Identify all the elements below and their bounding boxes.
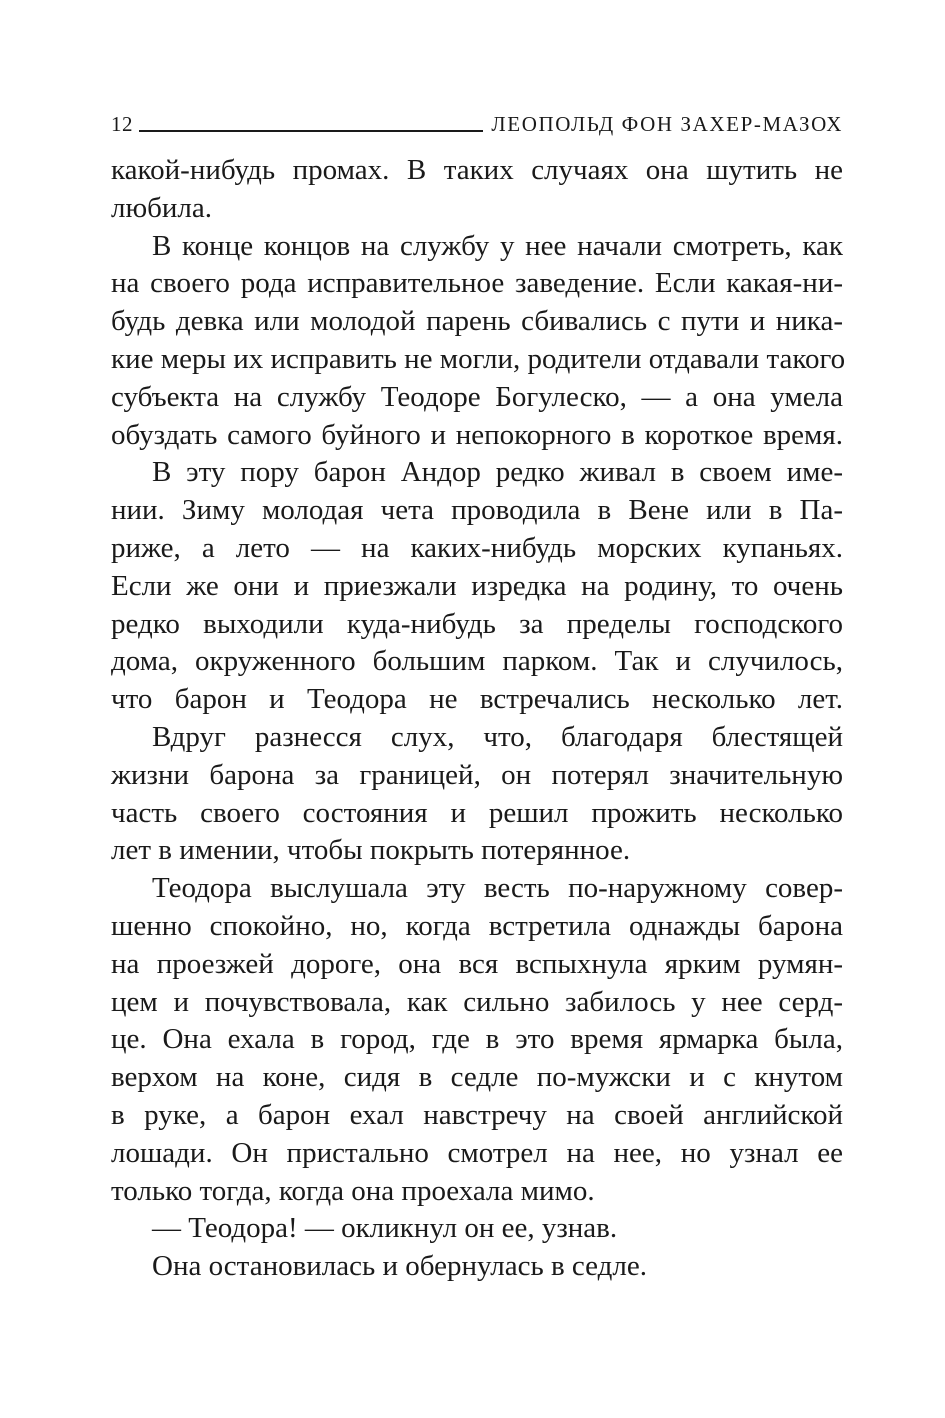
text-line: В эту пору барон Андор редко живал в своем име- bbox=[152, 456, 843, 489]
text-line: жизни барона за границей, он потерял значительную bbox=[111, 758, 843, 791]
text-line: что барон и Теодора не встречались несколько лет. bbox=[111, 683, 843, 716]
text-line: какой-нибудь промах. В таких случаях она шутить не bbox=[111, 154, 843, 186]
running-title: ЛЕОПОЛЬД ФОН ЗАХЕР-МАЗОХ bbox=[491, 112, 843, 136]
text-line: шенно спокойно, но, когда встретила однажды барона bbox=[111, 909, 843, 942]
body-text bbox=[111, 152, 846, 1286]
header-rule bbox=[139, 130, 483, 132]
text-line: це. Она ехала в город, где в это время ярмарка была, bbox=[111, 1023, 843, 1056]
text-line: только тогда, когда она проехала мимо. bbox=[111, 1174, 595, 1207]
text-line: будь девка или молодой парень сбивались с пути и ника- bbox=[111, 305, 843, 338]
text-line: на своего рода исправительное заведение. Если какая-ни- bbox=[111, 267, 843, 300]
text-line: редко выходили куда-нибудь за пределы господского bbox=[111, 607, 843, 640]
text-line: дома, окруженного большим парком. Так и случилось, bbox=[111, 645, 843, 678]
text-line: на проезжей дороге, она вся вспыхнула ярким румян- bbox=[111, 947, 843, 980]
text-line: Она остановилась и обернулась в седле. bbox=[152, 1250, 647, 1283]
text-line: В конце концов на службу у нее начали смотреть, как bbox=[152, 229, 843, 262]
text-line: кие меры их исправить не могли, родители отдавали такого bbox=[111, 342, 846, 375]
text-line: верхом на коне, сидя в седле по-мужски и с кнутом bbox=[111, 1061, 843, 1094]
text-line: в руке, а барон ехал навстречу на своей английской bbox=[111, 1098, 843, 1131]
text-line: лошади. Он пристально смотрел на нее, но узнал ее bbox=[111, 1136, 843, 1169]
text-line: Вдруг разнесся слух, что, благодаря блестящей bbox=[152, 720, 843, 753]
text-line: нии. Зиму молодая чета проводила в Вене или в Па- bbox=[111, 494, 843, 527]
text-line: риже, а лето — на каких-нибудь морских купаньях. bbox=[111, 531, 843, 564]
text-line: цем и почувствовала, как сильно забилось у нее серд- bbox=[111, 985, 843, 1018]
text-line: лет в имении, чтобы покрыть потерянное. bbox=[111, 834, 631, 867]
running-header bbox=[111, 104, 843, 136]
page-number: 12 bbox=[111, 112, 133, 136]
text-line: субъекта на службу Теодоре Богулеско, — а она умела bbox=[111, 380, 843, 413]
text-line: — Теодора! — окликнул он ее, узнав. bbox=[152, 1212, 618, 1245]
text-line: Если же они и приезжали изредка на родину, то очень bbox=[111, 569, 843, 602]
text-line: Теодора выслушала эту весть по-наружному совер- bbox=[152, 872, 843, 905]
text-line: обуздать самого буйного и непокорного в короткое время. bbox=[111, 418, 843, 451]
text-line: часть своего состояния и решил прожить несколько bbox=[111, 796, 843, 829]
text-line: любила. bbox=[111, 191, 213, 224]
